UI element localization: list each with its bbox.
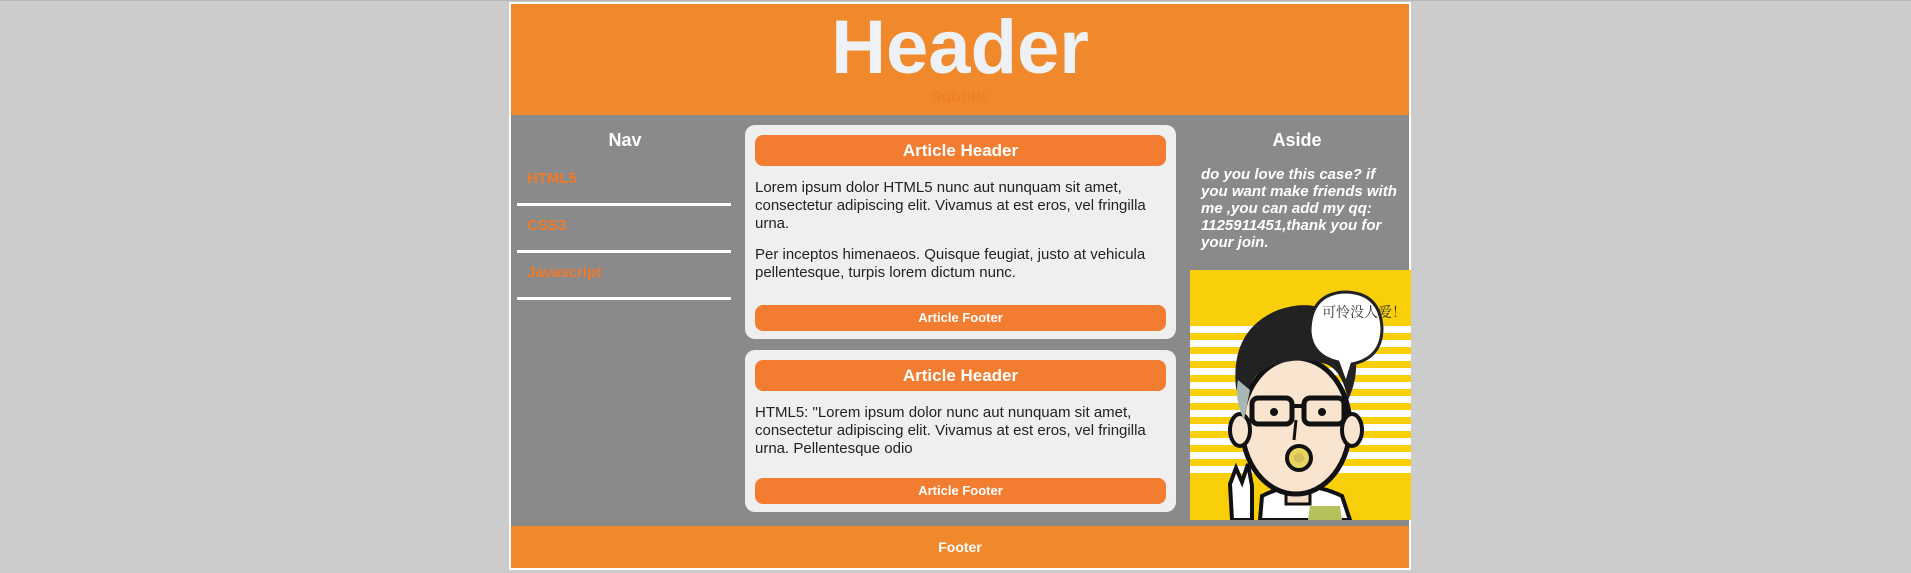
article-card (745, 125, 1176, 339)
nav-link-css3[interactable]: CSS3 (527, 217, 567, 234)
page-footer: Footer (511, 526, 1409, 568)
article-header: Article Header (755, 360, 1166, 391)
article-footer: Article Footer (755, 305, 1166, 331)
nav-list (517, 159, 731, 300)
article-paragraph: Lorem ipsum dolor HTML5 nunc aut nunquam sit amet, consectetur adipiscing elit. Vivamus at est eros, vel fringilla urna. (755, 179, 1146, 232)
main-content (511, 115, 1409, 526)
page-header (511, 4, 1409, 115)
aside-panel (1185, 115, 1409, 526)
page-subtitle: Subtitle (930, 89, 990, 106)
article-body (745, 404, 1176, 458)
avatar-cartoon-boy-icon (1190, 270, 1411, 520)
nav-title: Nav (608, 130, 642, 150)
nav-link-javascript[interactable]: Javascript (527, 264, 602, 281)
page-title: Header (831, 5, 1089, 90)
page-container (509, 2, 1411, 570)
article-card (745, 350, 1176, 512)
nav-link-html5[interactable]: HTML5 (527, 170, 577, 187)
nav-item-css3 (517, 206, 731, 253)
article-paragraph: Per inceptos himenaeos. Quisque feugiat, justo at vehicula pellentesque, turpis lorem dictum nunc. (755, 246, 1146, 281)
article-header: Article Header (755, 135, 1166, 166)
aside-title: Aside (1272, 130, 1322, 150)
top-divider (0, 0, 1911, 1)
aside-text: do you love this case? if you want make friends with me ,you can add my qq: 1125911451,thank you for your join. (1201, 166, 1397, 251)
article-body (745, 179, 1176, 282)
avatar-speech-text: 可怜没人爱！ (1322, 305, 1406, 321)
nav-item-html5 (517, 159, 731, 206)
nav-item-javascript (517, 253, 731, 300)
nav-panel (511, 115, 739, 526)
article-footer: Article Footer (755, 478, 1166, 504)
article-paragraph: HTML5: "Lorem ipsum dolor nunc aut nunquam sit amet, consectetur adipiscing elit. Vivamus at est eros, vel fringilla urna. Pellentesque odio (755, 404, 1146, 457)
